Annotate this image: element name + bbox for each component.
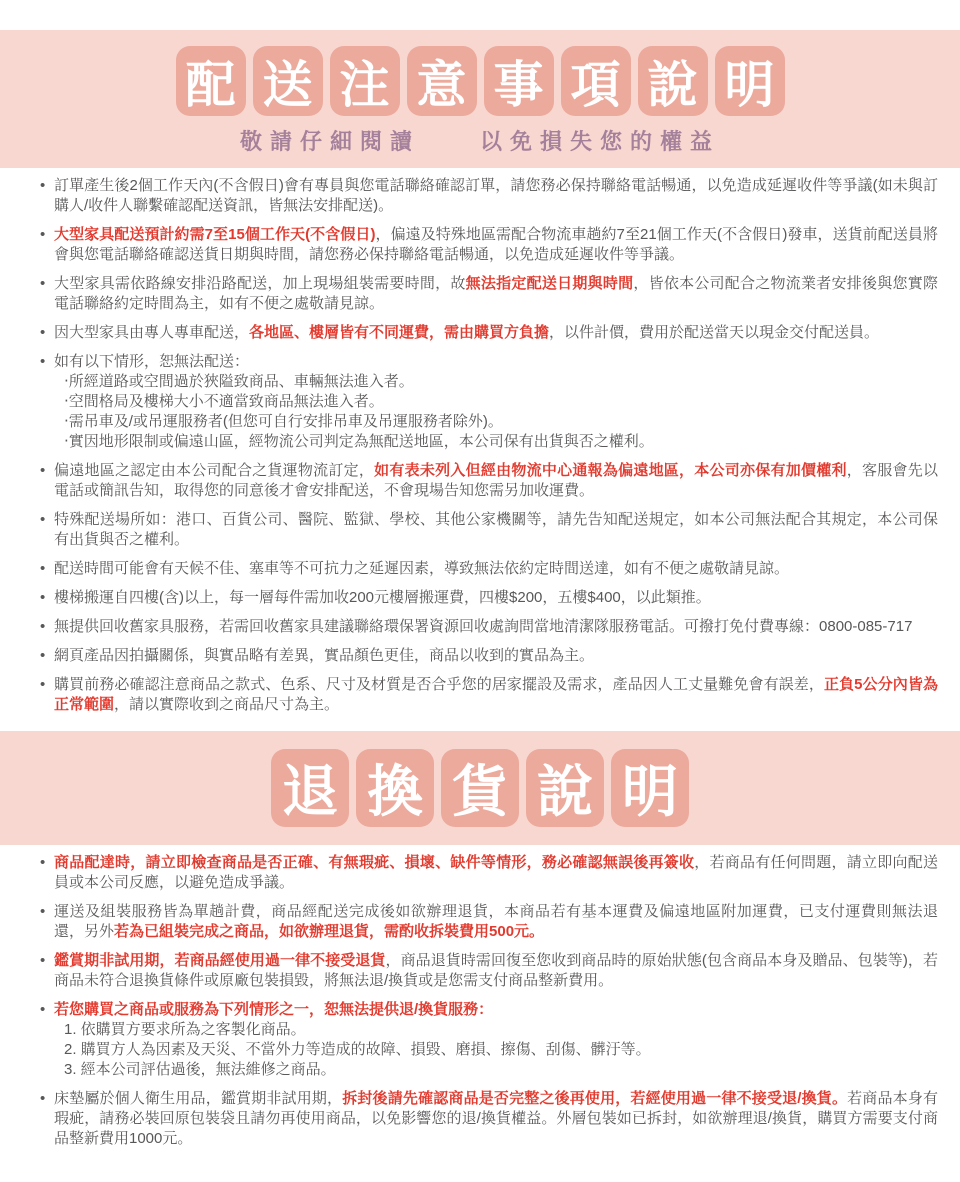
delivery-note-item-4-subitem-0: ‧所經道路或空間過於狹隘致商品、車輛無法進入者。 bbox=[64, 373, 414, 390]
returns-note-item-1-segment-1: 若為已組裝完成之商品，如欲辦理退貨，需酌收拆裝費用500元。 bbox=[114, 923, 545, 940]
delivery-note-item-2-segment-2: ，皆依本公司配合之物流業者安排後與您實際電話聯絡約定時間為主，如有不便之處敬請見諒。 bbox=[54, 275, 938, 312]
bullet-icon: • bbox=[40, 226, 46, 243]
returns-note-item-0-segment-0: 商品配達時，請立即檢查商品是否正確、有無瑕疵、損壞、缺件等情形，務必確認無誤後再簽收 bbox=[54, 854, 695, 871]
delivery-title-char-3: 意 bbox=[407, 46, 477, 116]
delivery-note-item-1 bbox=[40, 225, 938, 265]
returns-note-item-2-segment-1: ，商品退貨時需回復至您收到商品時的原始狀態(包含商品本身及贈品、包裝等)，若商品未符合退換貨條件或原廠包裝損毀，將無法退/換貨或是您需支付商品整新費用。 bbox=[54, 952, 938, 989]
delivery-note-item-9-segment-0: 無提供回收舊家具服務，若需回收舊家具建議聯絡環保署資源回收處詢問當地清潔隊服務電話。可撥打免付費專線：0800-085-717 bbox=[54, 618, 913, 635]
delivery-title-char-2: 注 bbox=[330, 46, 400, 116]
returns-note-item-2 bbox=[40, 951, 938, 991]
returns-title-char-2: 貨 bbox=[441, 749, 519, 827]
bullet-icon: • bbox=[40, 353, 46, 370]
delivery-title-band bbox=[0, 30, 960, 168]
returns-note-item-1 bbox=[40, 902, 938, 942]
returns-title-char-1: 換 bbox=[356, 749, 434, 827]
delivery-note-item-6 bbox=[40, 510, 938, 550]
returns-note-item-3-subitem-2: 3. 經本公司評估過後，無法維修之商品。 bbox=[64, 1061, 336, 1078]
bullet-icon: • bbox=[40, 1090, 46, 1107]
delivery-note-item-2-segment-1: 無法指定配送日期與時間 bbox=[465, 275, 634, 292]
bullet-icon: • bbox=[40, 177, 46, 194]
delivery-note-item-8-segment-0: 樓梯搬運自四樓(含)以上，每一層每件需加收200元樓層搬運費，四樓$200，五樓$400，以此類推。 bbox=[54, 589, 711, 606]
bullet-icon: • bbox=[40, 511, 46, 528]
delivery-policy-page bbox=[0, 30, 960, 1182]
returns-note-item-3-subitem-0: 1. 依購買方要求所為之客製化商品。 bbox=[64, 1021, 306, 1038]
delivery-title-char-5: 項 bbox=[561, 46, 631, 116]
returns-note-item-3-subitem-1: 2. 購買方人為因素及天災、不當外力等造成的故障、損毀、磨損、擦傷、刮傷、髒汙等。 bbox=[64, 1041, 651, 1058]
returns-title bbox=[0, 749, 960, 827]
bullet-icon: • bbox=[40, 854, 46, 871]
bullet-icon: • bbox=[40, 462, 46, 479]
delivery-note-item-3-segment-1: 各地區、樓層皆有不同運費，需由購買方負擔 bbox=[249, 324, 550, 341]
delivery-title bbox=[0, 46, 960, 116]
delivery-note-item-4-segment-0: 如有以下情形，恕無法配送： bbox=[54, 353, 250, 370]
delivery-note-item-3-segment-2: ，以件計價，費用於配送當天以現金交付配送員。 bbox=[549, 324, 880, 341]
delivery-note-item-5 bbox=[40, 461, 938, 501]
returns-note-item-2-segment-0: 鑑賞期非試用期，若商品經使用過一律不接受退貨 bbox=[54, 952, 386, 969]
delivery-note-item-0-segment-0: 訂單產生後2個工作天內(不含假日)會有專員與您電話聯絡確認訂單，請您務必保持聯絡電話暢通，以免造成延遲收件等爭議(如未與訂購人/收件人聯繫確認配送資訊，皆無法安排配送)。 bbox=[54, 177, 938, 214]
returns-note-item-3-segment-0: 若您購買之商品或服務為下列情形之一，恕無法提供退/換貨服務： bbox=[54, 1001, 494, 1018]
delivery-note-item-1-segment-0: 大型家具配送預計約需7至15個工作天(不含假日) bbox=[54, 226, 376, 243]
delivery-title-char-0: 配 bbox=[176, 46, 246, 116]
delivery-note-item-2-segment-0: 大型家具需依路線安排沿路配送，加上現場組裝需要時間，故 bbox=[54, 275, 466, 292]
delivery-title-char-4: 事 bbox=[484, 46, 554, 116]
bullet-icon: • bbox=[40, 903, 46, 920]
bullet-icon: • bbox=[40, 618, 46, 635]
delivery-note-item-3 bbox=[40, 323, 938, 343]
delivery-title-char-7: 明 bbox=[715, 46, 785, 116]
returns-note-item-0 bbox=[40, 853, 938, 893]
delivery-note-item-2 bbox=[40, 274, 938, 314]
delivery-note-item-4-subitem-2: ‧需吊車及/或吊運服務者(但您可自行安排吊車及吊運服務者除外)。 bbox=[64, 413, 503, 430]
delivery-note-item-7-segment-0: 配送時間可能會有天候不佳、塞車等不可抗力之延遲因素，導致無法依約定時間送達，如有不便之處敬請見諒。 bbox=[54, 560, 790, 577]
delivery-note-item-7 bbox=[40, 559, 938, 579]
bullet-icon: • bbox=[40, 952, 46, 969]
returns-note-item-4-segment-1: 拆封後請先確認商品是否完整之後再使用，若經使用過一律不接受退/換貨。 bbox=[342, 1090, 848, 1107]
bullet-icon: • bbox=[40, 1001, 46, 1018]
delivery-note-item-3-segment-0: 因大型家具由專人專車配送， bbox=[54, 324, 250, 341]
bullet-icon: • bbox=[40, 647, 46, 664]
bullet-icon: • bbox=[40, 275, 46, 292]
bullet-icon: • bbox=[40, 324, 46, 341]
returns-note-item-0-segment-1: ，若商品有任何問題，請立即向配送員或本公司反應，以避免造成爭議。 bbox=[54, 854, 938, 891]
returns-title-band bbox=[0, 731, 960, 845]
returns-note-item-4-segment-0: 床墊屬於個人衛生用品，鑑賞期非試用期， bbox=[54, 1090, 343, 1107]
bullet-icon: • bbox=[40, 560, 46, 577]
delivery-note-item-11 bbox=[40, 675, 938, 715]
returns-title-char-4: 明 bbox=[611, 749, 689, 827]
delivery-note-item-4 bbox=[40, 352, 938, 452]
delivery-title-char-1: 送 bbox=[253, 46, 323, 116]
delivery-note-item-5-segment-0: 偏遠地區之認定由本公司配合之貨運物流訂定， bbox=[54, 462, 375, 479]
returns-note-item-1-segment-0: 運送及組裝服務皆為單趟計費，商品經配送完成後如欲辦理退貨，本商品若有基本運費及偏遠地區附加運費，已支付運費則無法退還，另外 bbox=[54, 903, 938, 940]
bullet-icon: • bbox=[40, 676, 46, 693]
delivery-note-item-5-segment-1: 如有表未列入但經由物流中心通報為偏遠地區，本公司亦保有加價權利 bbox=[374, 462, 847, 479]
delivery-note-item-9 bbox=[40, 617, 938, 637]
delivery-note-item-5-segment-2: ，客服會先以電話或簡訊告知，取得您的同意後才會安排配送，不會現場告知您需另加收運費。 bbox=[54, 462, 938, 499]
delivery-note-item-11-segment-1: 正負5公分內皆為正常範圍 bbox=[54, 676, 938, 713]
delivery-note-item-6-segment-0: 特殊配送場所如：港口、百貨公司、醫院、監獄、學校、其他公家機關等，請先告知配送規定，如本公司無法配合其規定，本公司保有出貨與否之權利。 bbox=[54, 511, 938, 548]
delivery-note-item-1-segment-1: ，偏遠及特殊地區需配合物流車趟約7至21個工作天(不含假日)發車，送貨前配送員將會與您電話聯絡確認送貨日期與時間，請您務必保持聯絡電話暢通，以免造成延遲收件等爭議。 bbox=[54, 226, 938, 263]
returns-note-item-3 bbox=[40, 1000, 938, 1080]
delivery-note-item-10 bbox=[40, 646, 938, 666]
delivery-title-char-6: 說 bbox=[638, 46, 708, 116]
delivery-note-item-11-segment-2: ，請以實際收到之商品尺寸為主。 bbox=[114, 696, 340, 713]
delivery-note-item-4-subitem-3: ‧實因地形限制或偏遠山區，經物流公司判定為無配送地區，本公司保有出貨與否之權利。 bbox=[64, 433, 654, 450]
delivery-note-item-0 bbox=[40, 176, 938, 216]
returns-note-item-4-segment-2: 若商品本身有瑕疵，請務必裝回原包裝袋且請勿再使用商品，以免影響您的退/換貨權益。外層包裝如已拆封，如欲辦理退/換貨，購買方需要支付商品整新費用1000元。 bbox=[54, 1090, 938, 1147]
returns-note-item-4 bbox=[40, 1089, 938, 1149]
returns-notes-list bbox=[0, 845, 960, 1149]
returns-title-char-0: 退 bbox=[271, 749, 349, 827]
delivery-notes-list bbox=[0, 168, 960, 715]
delivery-note-item-8 bbox=[40, 588, 938, 608]
delivery-note-item-10-segment-0: 網頁產品因拍攝關係，與實品略有差異，實品顏色更佳，商品以收到的實品為主。 bbox=[54, 647, 595, 664]
returns-title-char-3: 說 bbox=[526, 749, 604, 827]
delivery-note-item-4-subitem-1: ‧空間格局及樓梯大小不適當致商品無法進入者。 bbox=[64, 393, 384, 410]
delivery-subtitle: 敬請仔細閱讀 以免損失您的權益 bbox=[239, 129, 720, 154]
bullet-icon: • bbox=[40, 589, 46, 606]
delivery-note-item-11-segment-0: 購買前務必確認注意商品之款式、色系、尺寸及材質是否合乎您的居家擺設及需求，產品因人工丈量難免會有誤差， bbox=[54, 676, 824, 693]
